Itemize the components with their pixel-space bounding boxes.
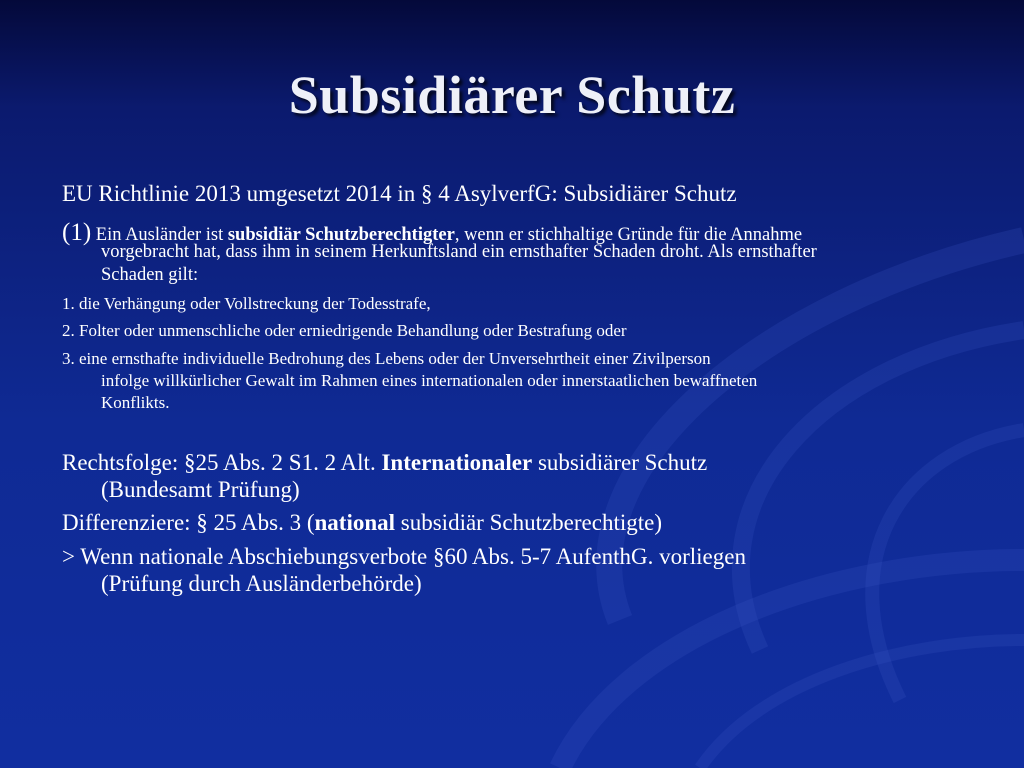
paragraph-1-bold: subsidiär Schutzberechtigter [227,225,455,245]
rechtsfolge-text-a: Rechtsfolge: §25 Abs. 2 S1. 2 Alt. [62,450,382,475]
list-item-3-line-2: infolge willkürlicher Gewalt im Rahmen eines internationalen oder innerstaatlichen bewaffneten [101,371,758,390]
wenn-line-2: (Prüfung durch Ausländerbehörde) [101,571,422,596]
paragraph-number: (1) [62,219,92,246]
paragraph-1-line-2: vorgebracht hat, dass ihm in seinem Herkunftsland ein ernsthafter Schaden droht. Als ernsthafter [101,242,817,262]
rechtsfolge-line-1 [62,450,707,476]
intro-line: EU Richtlinie 2013 umgesetzt 2014 in § 4 AsylverfG: Subsidiärer Schutz [62,181,737,206]
rechtsfolge-line-2: (Bundesamt Prüfung) [101,477,300,502]
list-item-3-line-1: 3. eine ernsthafte individuelle Bedrohung des Lebens oder der Unversehrtheit einer Zivilperson [62,349,711,368]
slide-title: Subsidiärer Schutz [288,65,736,125]
list-item-2: 2. Folter oder unmenschliche oder erniedrigende Behandlung oder Bestrafung oder [62,321,627,340]
rechtsfolge-text-b: subsidiärer Schutz [532,450,708,475]
list-item-3-line-3: Konflikts. [101,393,170,412]
rechtsfolge-bold: Internationaler [381,450,533,475]
differenziere-text-b: subsidiär Schutzberechtigte) [395,510,663,535]
paragraph-1-text-a: Ein Ausländer ist [91,225,228,245]
paragraph-1-line-3: Schaden gilt: [101,265,199,285]
paragraph-1-text-b: , wenn er stichhaltige Gründe für die Annahme [454,225,803,245]
differenziere-bold: national [314,510,396,535]
differenziere-line [62,510,662,536]
list-item-1: 1. die Verhängung oder Vollstreckung der Todesstrafe, [62,294,431,313]
differenziere-text-a: Differenziere: § 25 Abs. 3 ( [62,510,315,535]
wenn-line-1: > Wenn nationale Abschiebungsverbote §60 Abs. 5-7 AufenthG. vorliegen [62,544,746,569]
